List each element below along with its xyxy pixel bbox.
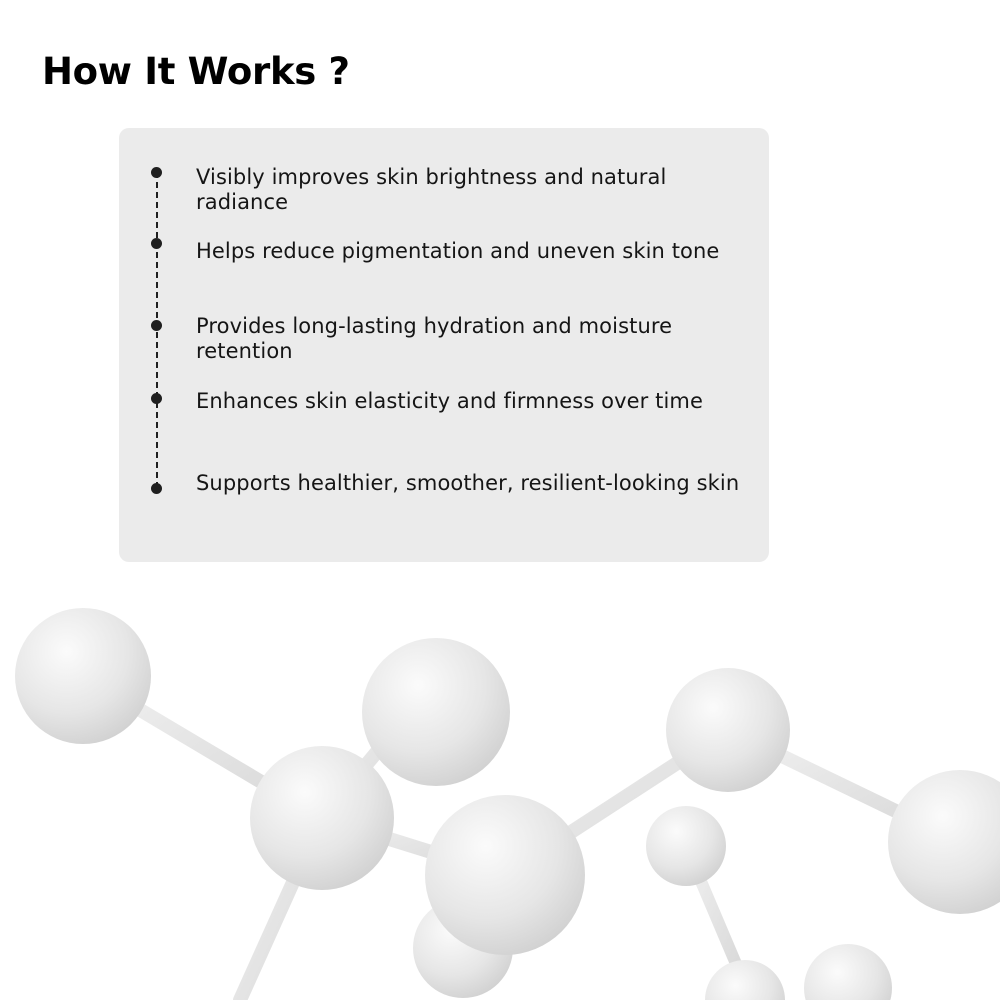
timeline-dot xyxy=(151,393,162,404)
benefit-item-hydration: Provides long-lasting hydration and moisture retention xyxy=(196,314,673,363)
timeline-dot xyxy=(151,483,162,494)
molecule-atom xyxy=(646,806,726,886)
molecule-atom xyxy=(15,608,151,744)
molecule-atom xyxy=(666,668,790,792)
page-title: How It Works ? xyxy=(42,50,350,93)
timeline-dot xyxy=(151,320,162,331)
timeline-dot xyxy=(151,238,162,249)
molecule-atom xyxy=(250,746,394,890)
molecule-illustration xyxy=(0,590,1000,1000)
molecule-atom xyxy=(804,944,892,1000)
benefit-item-resilience: Supports healthier, smoother, resilient-looking skin xyxy=(196,471,740,495)
molecule-atom xyxy=(705,960,785,1000)
benefit-item-elasticity: Enhances skin elasticity and firmness over time xyxy=(196,389,703,413)
molecule-atoms xyxy=(15,608,1000,1000)
benefit-item-pigmentation: Helps reduce pigmentation and uneven skin tone xyxy=(196,239,720,263)
molecule-atom xyxy=(362,638,510,786)
molecule-atom xyxy=(888,770,1000,914)
molecule-atom xyxy=(425,795,585,955)
benefit-item-brightness: Visibly improves skin brightness and natural radiance xyxy=(196,165,667,214)
timeline-dot xyxy=(151,167,162,178)
